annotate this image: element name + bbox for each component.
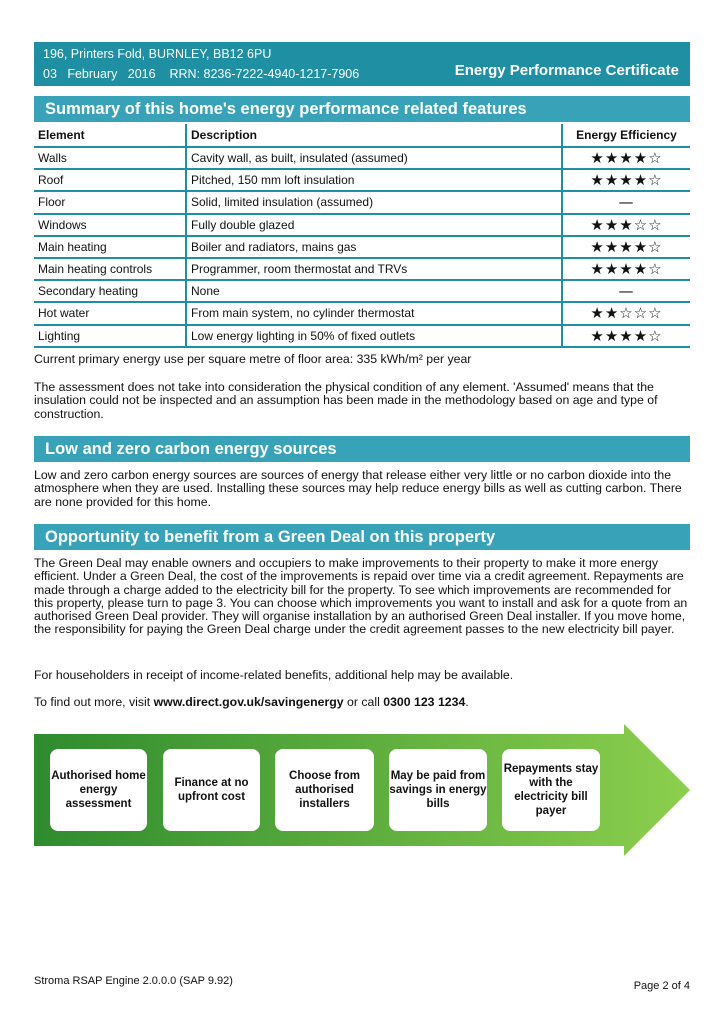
table-row [34,169,690,191]
element-cell: Hot water [34,302,186,324]
low-carbon-heading: Low and zero carbon energy sources [34,436,690,462]
certificate-date: 03 February 2016 [43,67,156,81]
table-header-row [34,124,690,147]
table-row [34,325,690,347]
rating-stars: ★★★★☆ [562,169,690,191]
description-cell: From main system, no cylinder thermostat [186,302,562,324]
table-row [34,191,690,213]
rating-stars: ★★★★☆ [562,147,690,169]
find-out-prefix: To find out more, visit [34,695,154,709]
table-row [34,147,690,169]
green-deal-text: The Green Deal may enable owners and occupiers to make improvements to their property to make it more energy efficient. Under a Green Deal, the cost of the improvements is repaid over time via a credit agreement. Repayments are made through a charge added to the electricity bill for the property. To see which improvements are recommended for this property, please turn to page 3. You can choose which improvements you want to install and ask for a quote from an authorised Green Deal provider. They will organise installation by an authorised Green Deal installer. If you move home, the responsibility for paying the Green Deal charge under the credit agreement passes to the new electricity bill payer. [34,556,688,637]
rating-stars: — [562,191,690,213]
element-cell: Floor [34,191,186,213]
element-cell: Main heating controls [34,258,186,280]
rating-stars: ★★★★☆ [562,325,690,347]
step-assessment: Authorised home energy assessment [50,749,147,831]
benefits-text: For householders in receipt of income-related benefits, additional help may be available. [34,668,514,682]
description-cell: Programmer, room thermostat and TRVs [186,258,562,280]
description-cell: Fully double glazed [186,214,562,236]
green-deal-process [34,724,690,861]
description-cell: Solid, limited insulation (assumed) [186,191,562,213]
description-cell: Boiler and radiators, mains gas [186,236,562,258]
element-cell: Roof [34,169,186,191]
element-cell: Windows [34,214,186,236]
find-out-suffix: . [465,695,469,709]
rating-stars: ★★★★☆ [562,258,690,280]
description-cell: Low energy lighting in 50% of fixed outlets [186,325,562,347]
rating-stars: ★★★★☆ [562,236,690,258]
step-savings: May be paid from savings in energy bills [389,749,487,831]
description-cell: Pitched, 150 mm loft insulation [186,169,562,191]
table-row [34,214,690,236]
rating-stars: — [562,280,690,302]
website-link[interactable]: www.direct.gov.uk/savingenergy [153,695,344,709]
step-finance: Finance at no upfront cost [163,749,260,831]
software-version: Stroma RSAP Engine 2.0.0.0 (SAP 9.92) [34,975,233,987]
page-number: Page 2 of 4 [633,980,690,992]
table-row [34,236,690,258]
date-rrn-line [43,67,359,81]
rrn-number: RRN: 8236-7222-4940-1217-7906 [169,67,360,81]
find-out-middle: or call [343,695,384,709]
description-cell: Cavity wall, as built, insulated (assumed) [186,147,562,169]
element-cell: Walls [34,147,186,169]
features-table [34,124,690,348]
green-deal-heading: Opportunity to benefit from a Green Deal on this property [34,524,690,550]
table-row [34,302,690,324]
table-row [34,280,690,302]
column-header-description: Description [186,124,562,147]
find-out-more-text [34,696,690,709]
column-header-efficiency: Energy Efficiency [562,124,690,147]
step-repayments: Repayments stay with the electricity bill payer [502,749,600,831]
step-installers: Choose from authorised installers [275,749,374,831]
primary-energy-text: Current primary energy use per square metre of floor area: 335 kWh/m² per year [34,352,472,366]
rating-stars: ★★☆☆☆ [562,302,690,324]
element-cell: Lighting [34,325,186,347]
table-row [34,258,690,280]
rating-stars: ★★★☆☆ [562,214,690,236]
low-carbon-text: Low and zero carbon energy sources are sources of energy that release either very little or no carbon dioxide into the atmosphere when they are used. Installing these sources may help reduce energy bills as well as cutting carbon. There are none provided for this home. [34,468,682,509]
column-header-element: Element [34,124,186,147]
document-title: Energy Performance Certificate [454,62,679,79]
element-cell: Main heating [34,236,186,258]
description-cell: None [186,280,562,302]
phone-number: 0300 123 1234 [383,695,466,709]
property-address: 196, Printers Fold, BURNLEY, BB12 6PU [43,47,272,61]
certificate-header [34,42,690,86]
element-cell: Secondary heating [34,280,186,302]
summary-heading: Summary of this home's energy performance related features [34,96,690,122]
assessment-note: The assessment does not take into consideration the physical condition of any element. 'Assumed' means that the insulation could not be inspected and an assumption has been made in the methodology based on age and type of construction. [34,380,658,421]
